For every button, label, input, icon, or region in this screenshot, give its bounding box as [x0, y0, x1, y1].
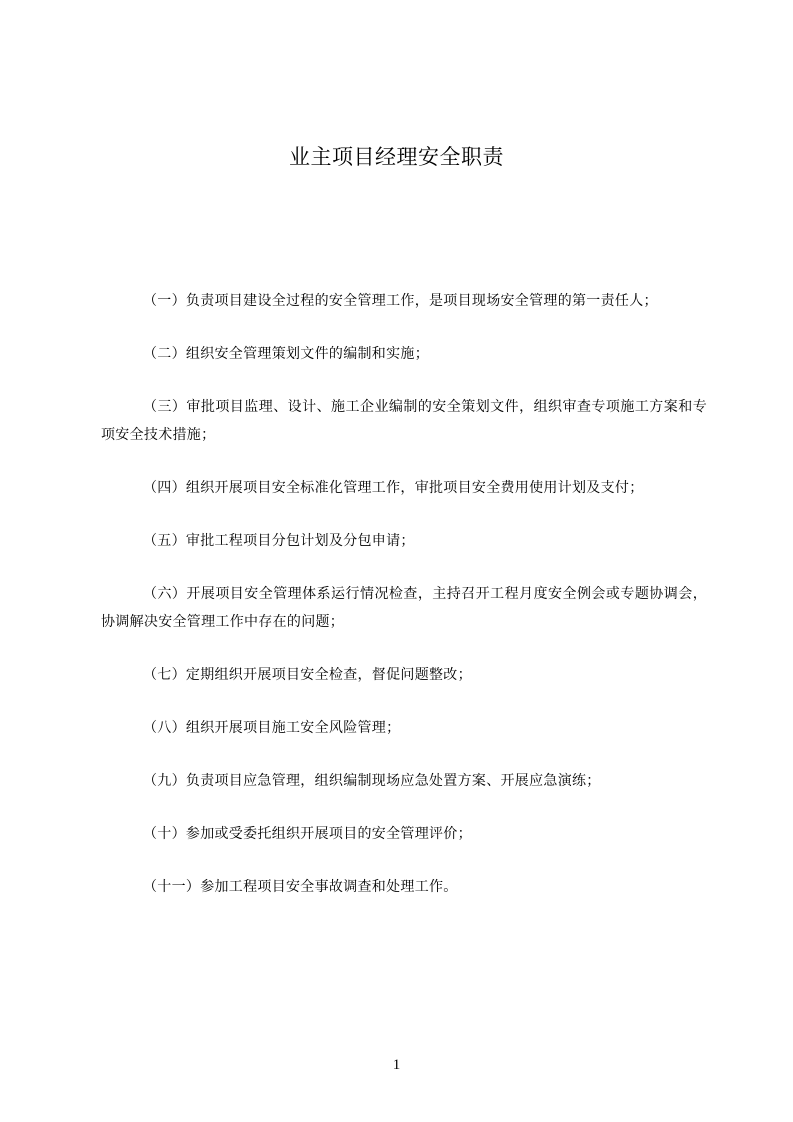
document-title: 业主项目经理安全职责 [289, 145, 504, 169]
clause-1: （一）负责项目建设全过程的安全管理工作，是项目现场安全管理的第一责任人； [143, 293, 658, 309]
clause-list [101, 287, 707, 926]
clause-5: （五）审批工程项目分包计划及分包申请； [143, 533, 415, 549]
clause-6: （六）开展项目安全管理体系运行情况检查，主持召开工程月度安全例会或专题协调会，协调解决安全管理工作中存在的问题； [101, 586, 707, 630]
clause-2: （二）组织安全管理策划文件的编制和实施； [143, 346, 429, 362]
clause-7: （七）定期组织开展项目安全检查，督促问题整改； [143, 667, 472, 683]
clause-4: （四）组织开展项目安全标准化管理工作，审批项目安全费用使用计划及支付； [143, 480, 644, 496]
clause-10: （十）参加或受委托组织开展项目的安全管理评价； [143, 826, 472, 842]
clause-3: （三）审批项目监理、设计、施工企业编制的安全策划文件，组织审查专项施工方案和专项安全技术措施； [101, 399, 707, 443]
page-number: 1 [392, 1057, 401, 1073]
clause-8: （八）组织开展项目施工安全风险管理； [143, 720, 401, 736]
clause-11: （十一）参加工程项目安全事故调查和处理工作。 [143, 879, 458, 895]
clause-9: （九）负责项目应急管理，组织编制现场应急处置方案、开展应急演练； [143, 773, 601, 789]
